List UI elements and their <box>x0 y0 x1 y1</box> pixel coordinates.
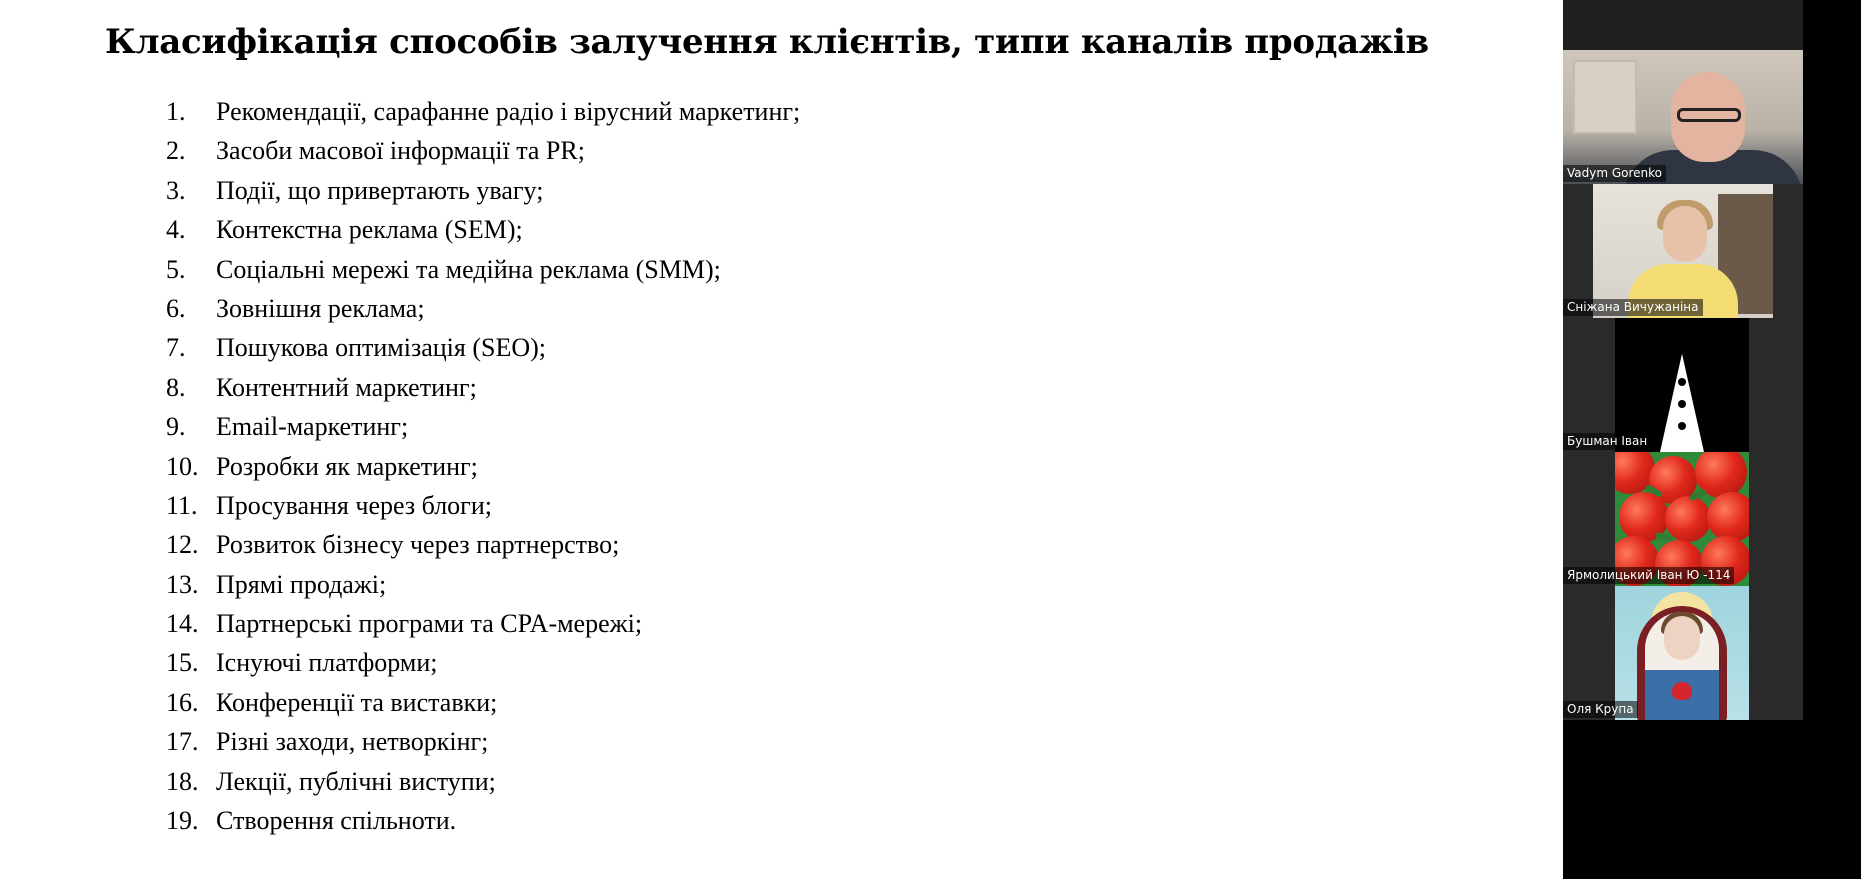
list-item-number: 7. <box>166 333 186 363</box>
list-item-number: 1. <box>166 97 186 126</box>
list-item-number: 15. <box>166 648 199 678</box>
slide-list-item <box>166 92 800 131</box>
participant-name: Ярмолицький Іван Ю -114 <box>1563 567 1734 584</box>
participant-name: Сніжана Вичужаніна <box>1563 299 1703 316</box>
participant-name: Оля Крупа <box>1563 701 1638 718</box>
list-item-number: 4. <box>166 215 186 245</box>
participant-tile[interactable] <box>1563 586 1803 720</box>
participant-tile[interactable] <box>1563 184 1803 318</box>
slide-list-item <box>166 407 800 446</box>
list-item-number: 9. <box>166 412 186 442</box>
participant-video <box>1563 50 1803 184</box>
list-item-number: 18. <box>166 766 199 796</box>
slide-list-item <box>166 565 800 604</box>
tomatoes-avatar-image <box>1615 452 1749 586</box>
list-item-text: Рекомендації, сарафанне радіо і вірусний маркетинг; <box>216 97 801 126</box>
participant-tile[interactable] <box>1563 452 1803 586</box>
slide-list-item <box>166 250 800 289</box>
list-item-number: 16. <box>166 687 199 717</box>
slide-list-item <box>166 762 800 801</box>
slide-list-item <box>166 289 800 328</box>
list-item-text: Email-маркетинг; <box>216 412 409 442</box>
list-item-number: 10. <box>166 451 199 481</box>
list-item-text: Просування через блоги; <box>216 490 492 520</box>
tuxedo-avatar-image <box>1615 318 1749 452</box>
list-item-text: Партнерські програми та CPA-мережі; <box>216 609 643 639</box>
list-item-number: 6. <box>166 293 186 323</box>
list-item-text: Лекції, публічні виступи; <box>216 766 496 796</box>
list-item-text: Контентний маркетинг; <box>216 372 477 402</box>
list-item-text: Соціальні мережі та медійна реклама (SMM); <box>216 254 721 284</box>
list-item-text: Контекстна реклама (SEM); <box>216 215 523 245</box>
list-item-number: 5. <box>166 254 186 284</box>
slide-list-item <box>166 328 800 367</box>
slide-list-item <box>166 722 800 761</box>
slide-list-item <box>166 525 800 564</box>
list-item-number: 12. <box>166 530 199 560</box>
list-item-number: 11. <box>166 490 198 520</box>
list-item-number: 17. <box>166 727 199 757</box>
list-item-text: Створення спільноти. <box>216 806 457 836</box>
list-item-number: 19. <box>166 806 199 836</box>
participant-tile[interactable] <box>1563 50 1803 184</box>
list-item-text: Розробки як маркетинг; <box>216 451 478 481</box>
slide-list-item <box>166 643 800 682</box>
participant-video <box>1593 184 1773 318</box>
painting-avatar-image <box>1615 586 1749 720</box>
list-item-number: 14. <box>166 609 199 639</box>
slide-list-item <box>166 368 800 407</box>
list-item-number: 3. <box>166 175 186 205</box>
list-item-text: Події, що привертають увагу; <box>216 175 544 205</box>
slide-list-item <box>166 486 800 525</box>
slide-list-item <box>166 171 800 210</box>
slide-list-item <box>166 447 800 486</box>
list-item-text: Засоби масової інформації та PR; <box>216 136 585 166</box>
list-item-text: Розвиток бізнесу через партнерство; <box>216 530 620 560</box>
slide-item-list <box>166 92 800 840</box>
list-item-text: Прямі продажі; <box>216 569 387 599</box>
slide-list-item <box>166 801 800 840</box>
list-item-number: 8. <box>166 372 186 402</box>
slide-title: Класифікація способів залучення клієнтів, типи каналів продажів <box>105 22 1429 62</box>
slide-list-item <box>166 131 800 170</box>
list-item-text: Конференції та виставки; <box>216 687 498 717</box>
list-item-number: 2. <box>166 136 186 166</box>
list-item-text: Існуючі платформи; <box>216 648 438 678</box>
list-item-text: Різні заходи, нетворкінг; <box>216 727 489 757</box>
participant-name: Бушман Іван <box>1563 433 1651 450</box>
list-item-number: 13. <box>166 569 199 599</box>
slide-list-item <box>166 683 800 722</box>
slide-list-item <box>166 210 800 249</box>
list-item-text: Пошукова оптимізація (SEO); <box>216 333 547 363</box>
list-item-text: Зовнішня реклама; <box>216 293 425 323</box>
slide-list-item <box>166 604 800 643</box>
participant-name: Vadym Gorenko <box>1563 165 1666 182</box>
participant-tile[interactable] <box>1563 318 1803 452</box>
